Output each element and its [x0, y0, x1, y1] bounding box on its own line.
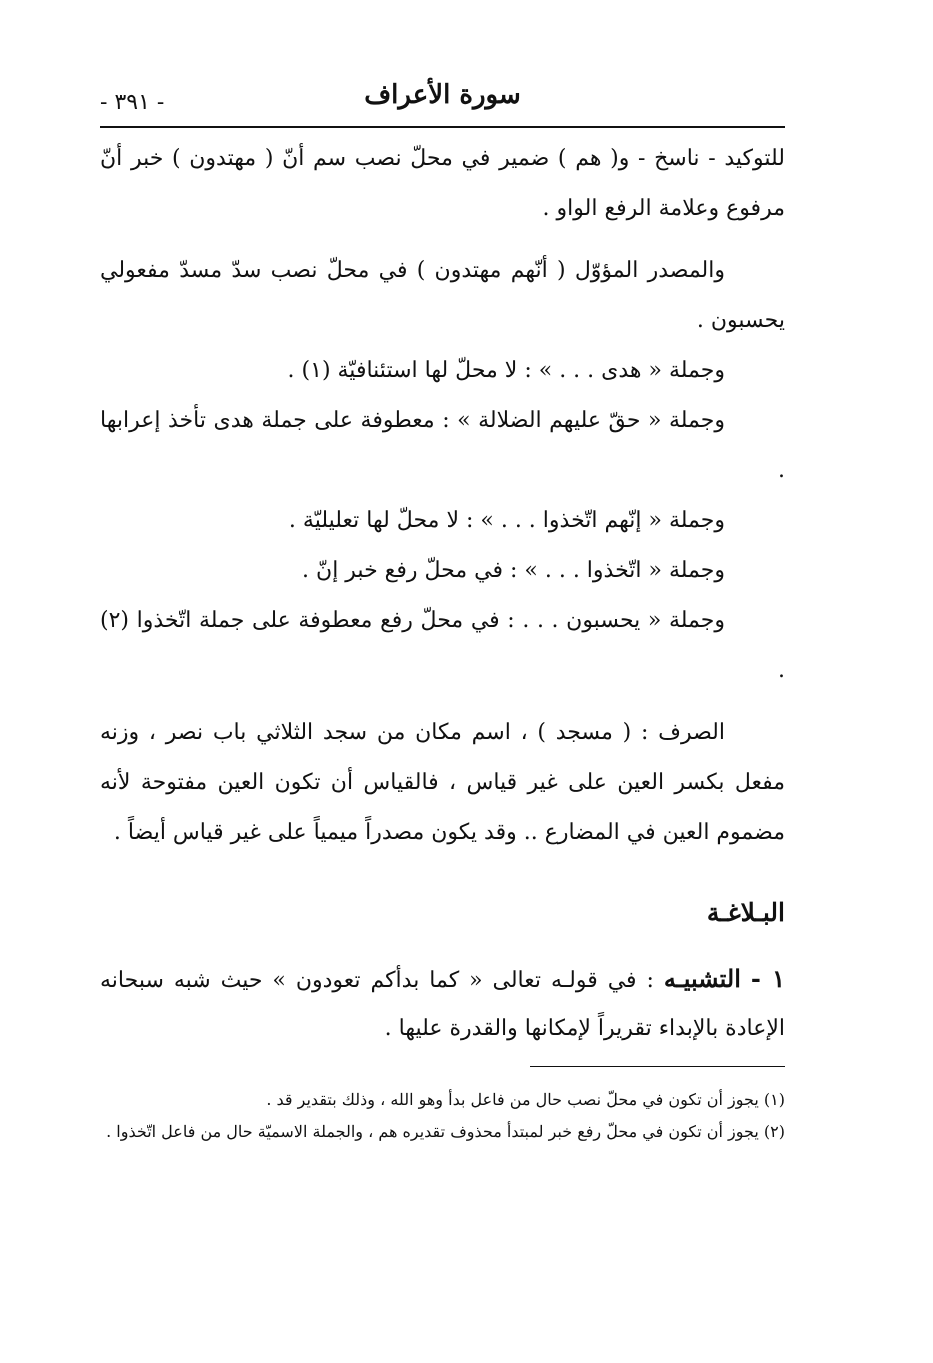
item-number: ١ -	[750, 964, 785, 993]
main-text	[100, 134, 785, 858]
page-header	[100, 72, 785, 122]
footnote-divider	[530, 1066, 785, 1067]
item-text: : في قولـه تعالى « كما بدأكم تعودون » حيث شبه سبحانه الإعادة بالإبداء تقريراً لإمكانها والقدرة عليها .	[100, 968, 785, 1041]
header-divider	[100, 126, 785, 128]
paragraph-jumla-innahum: وجملة « إنّهم اتّخذوا . . . » : لا محلّ لها تعليليّة .	[288, 508, 725, 533]
section-heading-balagha: البـلاغـة	[706, 898, 785, 927]
paragraph-jumla-haqqa: وجملة « حقّ عليهم الضلالة » : معطوفة على جملة هدى تأخذ إعرابها .	[100, 408, 785, 483]
paragraph-jumla-yahsabun: وجملة « يحسبون . . . : في محلّ رفع معطوفة على جملة اتّخذوا (٢) .	[100, 608, 785, 683]
paragraph-masdar: والمصدر المؤوّل ( أنّهم مهتدون ) في محلّ نصب سدّ مسدّ مفعولي يحسبون .	[100, 258, 785, 333]
item-term: التشبيـه	[663, 964, 741, 993]
footnote-2: (٢) يجوز أن تكون في محلّ رفع خبر لمبتدأ محذوف تقديره هم ، والجملة الاسميّة حال من فاعل اتّخذوا .	[106, 1122, 785, 1141]
balagha-item	[100, 955, 785, 1053]
paragraph-jumla-huda: وجملة « هدى . . . » : لا محلّ لها استئنافيّة (١) .	[287, 358, 725, 383]
page-number: - ٣٩١ -	[100, 90, 165, 115]
footnotes	[100, 1085, 785, 1149]
paragraph-sarf: الصرف : ( مسجد ) ، اسم مكان من سجد الثلاثي باب نصر ، وزنه مفعل بكسر العين على غير قياس ، فالقياس أن تكون العين مفتوحة لأنه مضموم العين في المضارع .. وقد يكون مصدراً ميمياً على غير قياس أيضاً .	[100, 720, 785, 845]
surah-title: سورة الأعراف	[364, 80, 521, 110]
footnote-1: (١) يجوز أن تكون في محلّ نصب حال من فاعل بدأ وهو الله ، وذلك بتقدير قد .	[266, 1090, 785, 1109]
paragraph-jumla-ittakhadhu: وجملة « اتّخذوا . . . » : في محلّ رفع خبر إنّ .	[302, 558, 725, 583]
paragraph-tawkid: للتوكيد - ناسخ - و( هم ) ضمير في محلّ نصب سم أنّ ( مهتدون ) خبر أنّ مرفوع وعلامة الرفع الواو .	[100, 146, 785, 221]
